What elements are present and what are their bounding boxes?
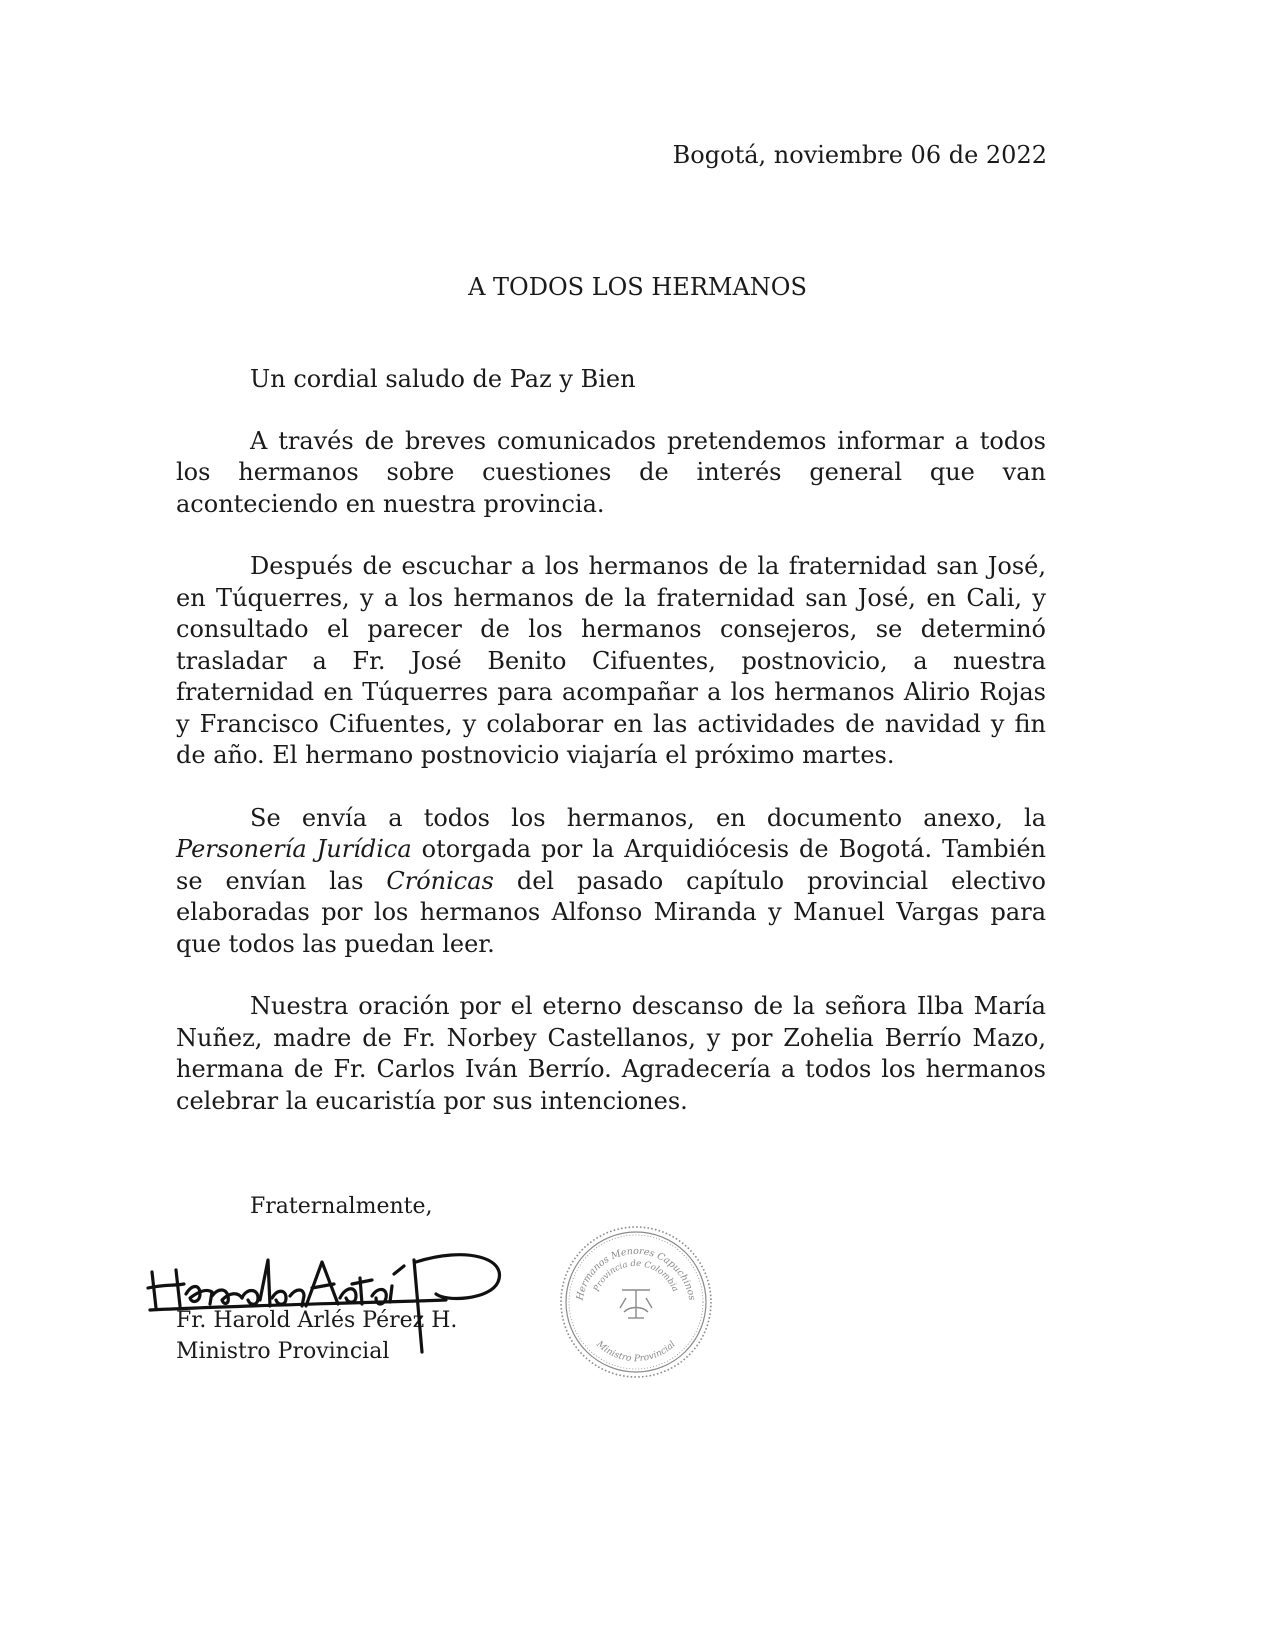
paragraph-3-italic-cronicas: Crónicas — [386, 866, 494, 895]
paragraph-3-text-2: otorgada por la Arquidiócesis de Bogotá. También se envían las — [176, 835, 1046, 895]
body-paragraph-2: Después de escuchar a los hermanos de la fraternidad san José, en Túquerres, y a los hermanos de la fraternidad san José, en Cali, y consultado el parecer de los hermanos consejeros, se determinó trasladar a Fr. José Benito Cifuentes, postnovicio, a nuestra fraternidad en Túquerres para acompañar a los hermanos Alirio Rojas y Francisco Cifuentes, y colaborar en las actividades de navidad y fin de año. El hermano postnovicio viajaría el próximo martes. — [176, 552, 1046, 769]
handwritten-signature — [146, 1248, 506, 1370]
body-paragraph-1: A través de breves comunicados pretendemos informar a todos los hermanos sobre cuestiones de interés general que van aconteciendo en nuestra provincia. — [176, 426, 1046, 518]
svg-text:Ministro Provincial: Ministro Provincial — [594, 1339, 678, 1365]
closing-salutation: Fraternalmente, — [250, 1194, 433, 1219]
svg-text:Provincia de Colombia: Provincia de Colombia — [591, 1258, 681, 1294]
signer-title: Ministro Provincial — [176, 1339, 390, 1364]
paragraph-3-text-1: Se envía a todos los hermanos, en documento anexo, la — [250, 803, 1046, 832]
body-paragraph-4: Nuestra oración por el eterno descanso de la señora Ilba María Nuñez, madre de Fr. Norbey Castellanos, y por Zohelia Berrío Mazo, hermana de Fr. Carlos Iván Berrío. Agradecería a todos los hermanos celebrar la eucaristía por sus intenciones. — [176, 992, 1046, 1115]
greeting-paragraph: Un cordial saludo de Paz y Bien — [250, 365, 636, 393]
body-paragraph-3 — [176, 803, 1046, 961]
paragraph-3-text-3: del pasado capítulo provincial electivo elaboradas por los hermanos Alfonso Miranda y Manuel Vargas para que todos las puedan leer. — [176, 866, 1046, 958]
letter-heading: A TODOS LOS HERMANOS — [468, 273, 807, 301]
paragraph-3-italic-personeria: Personería Jurídica — [176, 835, 412, 863]
letter-body — [176, 364, 1046, 1148]
letter-date: Bogotá, noviembre 06 de 2022 — [672, 141, 1047, 169]
signer-name: Fr. Harold Arlés Pérez H. — [176, 1308, 458, 1333]
svg-text:Hermanos Menores Capuchinos: Hermanos Menores Capuchinos — [574, 1245, 698, 1302]
provincial-seal — [556, 1222, 716, 1382]
